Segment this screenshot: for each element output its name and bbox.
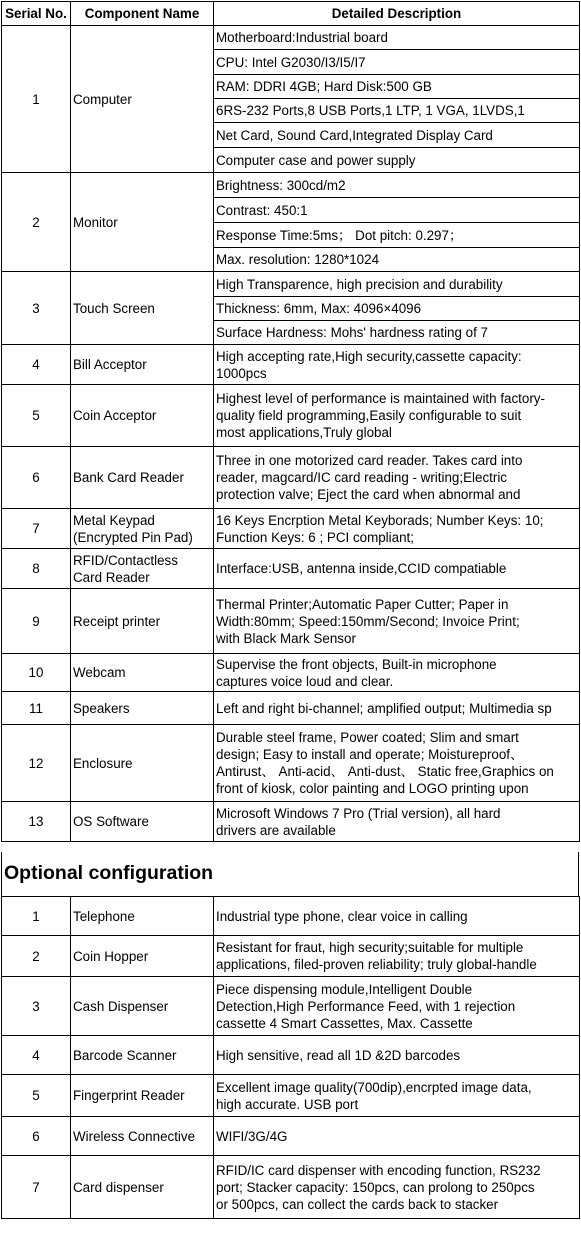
component-description: Supervise the front objects, Built-in microphone captures voice loud and clear. [214,654,580,692]
component-description: Excellent image quality(700dip),encrpted image data, high accurate. USB port [214,1075,580,1117]
serial-number: 5 [2,1075,71,1117]
component-description: Interface:USB, antenna inside,CCID compatiable [214,549,580,589]
serial-number: 8 [2,549,71,589]
serial-number: 10 [2,654,71,692]
component-description: Net Card, Sound Card,Integrated Display Card [214,123,580,148]
component-name: Webcam [71,654,214,692]
component-description: Contrast: 450:1 [214,198,580,223]
table-row [2,1075,580,1117]
table-row [2,1156,580,1219]
component-description: RAM: DDRI 4GB; Hard Disk:500 GB [214,75,580,99]
component-description: WIFI/3G/4G [214,1117,580,1156]
component-description: Three in one motorized card reader. Takes card into reader, magcard/IC card reading - writing;Electric protection valve; Eject the card when abnormal and [214,447,580,509]
header-row [2,2,580,26]
table-row [2,447,580,509]
component-name: Barcode Scanner [71,1036,214,1075]
component-description: Durable steel frame, Power coated; Slim and smart design; Easy to install and operate; Moistureproof、 Antirust、 Anti-acid、 Anti-dust、 Static free,Graphics on front of kiosk, color painting and LOGO printing upon [214,725,580,802]
serial-number: 7 [2,1156,71,1219]
serial-number: 5 [2,385,71,447]
serial-number: 3 [2,977,71,1036]
component-name: Telephone [71,897,214,936]
table-row [2,1036,580,1075]
table-row [2,589,580,654]
component-name: Fingerprint Reader [71,1075,214,1117]
component-description: Microsoft Windows 7 Pro (Trial version), all hard drivers are available [214,802,580,842]
serial-number: 4 [2,345,71,385]
serial-number: 2 [2,173,71,272]
component-description: Computer case and power supply [214,148,580,173]
component-description: Thickness: 6mm, Max: 4096×4096 [214,297,580,321]
serial-number: 11 [2,692,71,725]
serial-number: 1 [2,26,71,173]
component-description: Surface Hardness: Mohs' hardness rating of 7 [214,321,580,345]
component-table [1,1,580,842]
component-description: CPU: Intel G2030/I3/I5/I7 [214,50,580,75]
component-description: Response Time:5ms； Dot pitch: 0.297； [214,223,580,248]
component-name: Bill Acceptor [71,345,214,385]
table-row [2,725,580,802]
component-name: Computer [71,26,214,173]
component-name: Bank Card Reader [71,447,214,509]
optional-table [1,896,580,1219]
table-row [2,345,580,385]
component-name: Monitor [71,173,214,272]
serial-number: 1 [2,897,71,936]
component-name: Enclosure [71,725,214,802]
table-row [2,692,580,725]
serial-number: 3 [2,272,71,345]
component-description: Max. resolution: 1280*1024 [214,248,580,272]
component-description: Motherboard:Industrial board [214,26,580,50]
component-description: Resistant for fraut, high security;suitable for multiple applications, filed-proven reliability; truly global-handle [214,936,580,977]
table-row [2,897,580,936]
serial-number: 7 [2,509,71,549]
header-component: Component Name [71,2,214,26]
component-description: High Transparence, high precision and durability [214,272,580,297]
component-name: RFID/Contactless Card Reader [71,549,214,589]
component-description: RFID/IC card dispenser with encoding function, RS232 port; Stacker capacity: 150pcs, can prolong to 250pcs or 500pcs, can collect the cards back to stacker [214,1156,580,1219]
component-description: Piece dispensing module,Intelligent Double Detection,High Performance Feed, with 1 rejection cassette 4 Smart Cassettes, Max. Cassette [214,977,580,1036]
table-row [2,173,580,198]
serial-number: 2 [2,936,71,977]
component-name: Card dispenser [71,1156,214,1219]
component-name: Coin Acceptor [71,385,214,447]
header-serial: Serial No. [2,2,71,26]
component-description: 16 Keys Encrption Metal Keyborads; Number Keys: 10; Function Keys: 6 ; PCI compliant; [214,509,580,549]
table-row [2,385,580,447]
table-row [2,549,580,589]
table-row [2,26,580,50]
table-row [2,1117,580,1156]
table-row [2,977,580,1036]
component-description: 6RS-232 Ports,8 USB Ports,1 LTP, 1 VGA, 1LVDS,1 [214,99,580,123]
component-description: High sensitive, read all 1D &2D barcodes [214,1036,580,1075]
component-description: Industrial type phone, clear voice in calling [214,897,580,936]
component-name: Cash Dispenser [71,977,214,1036]
optional-title: Optional configuration [4,862,214,884]
table-row [2,936,580,977]
component-name: Speakers [71,692,214,725]
table-row [2,272,580,297]
serial-number: 9 [2,589,71,654]
table-row [2,654,580,692]
table-row [2,802,580,842]
serial-number: 13 [2,802,71,842]
component-description: Brightness: 300cd/m2 [214,173,580,198]
serial-number: 4 [2,1036,71,1075]
component-name: Coin Hopper [71,936,214,977]
header-description: Detailed Description [214,2,580,26]
component-name: Metal Keypad (Encrypted Pin Pad) [71,509,214,549]
component-description: Left and right bi-channel; amplified output; Multimedia sp [214,692,580,725]
component-description: Highest level of performance is maintained with factory- quality field programming,Easily configurable to suit most applications,Truly global [214,385,580,447]
component-name: Wireless Connective [71,1117,214,1156]
component-description: Thermal Printer;Automatic Paper Cutter; Paper in Width:80mm; Speed:150mm/Second; Invoice Print; with Black Mark Sensor [214,589,580,654]
component-name: Touch Screen [71,272,214,345]
table-row [2,509,580,549]
serial-number: 6 [2,447,71,509]
component-description: High accepting rate,High security,cassette capacity: 1000pcs [214,345,580,385]
component-name: OS Software [71,802,214,842]
serial-number: 6 [2,1117,71,1156]
component-name: Receipt printer [71,589,214,654]
serial-number: 12 [2,725,71,802]
